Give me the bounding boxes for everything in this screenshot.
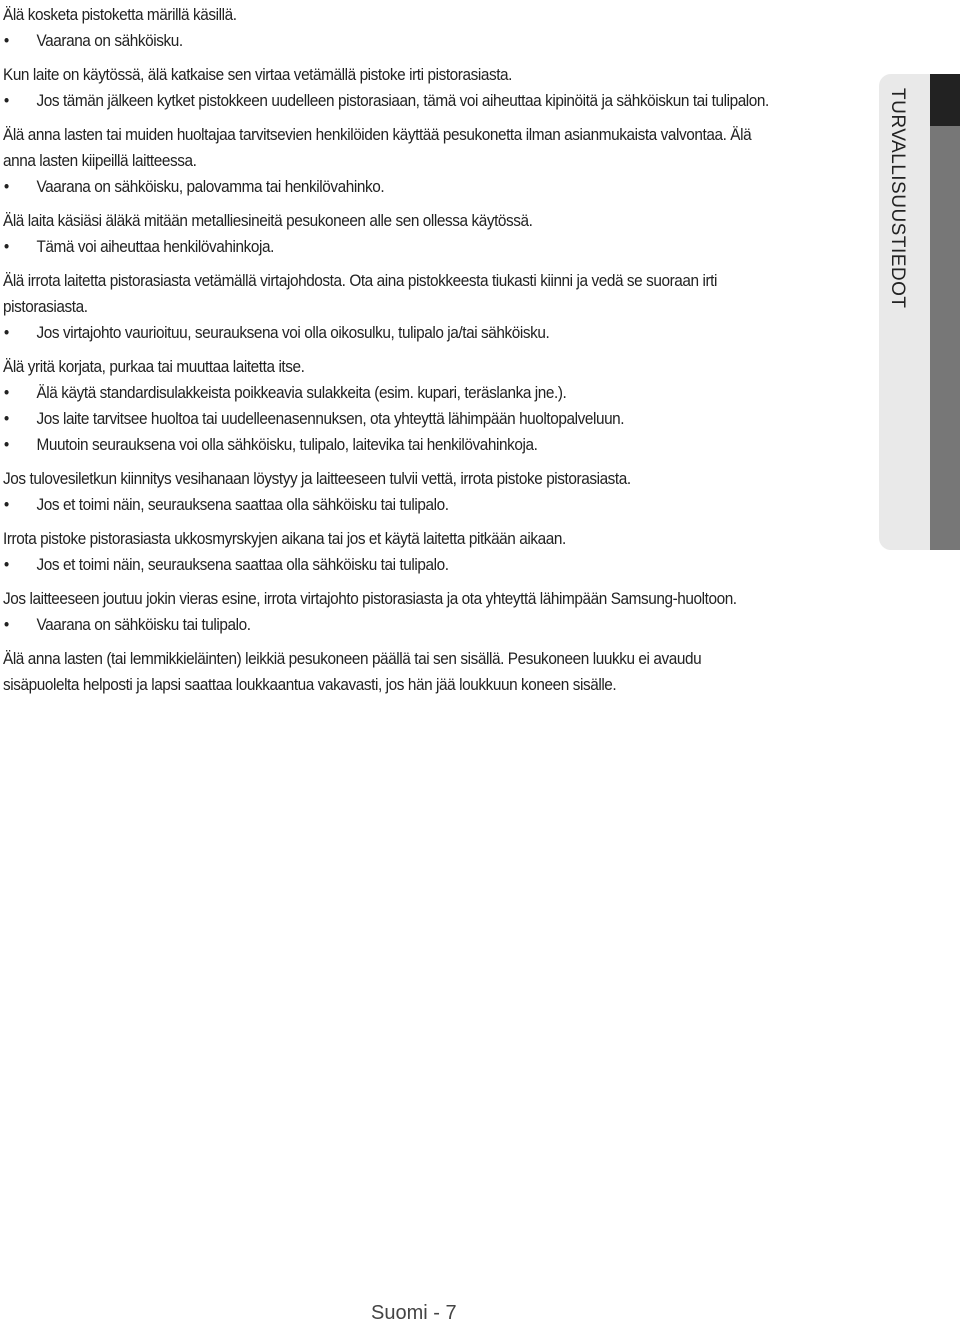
warning-text: Jos et toimi näin, seurauksena saattaa olla sähköisku tai tulipalo.	[36, 496, 449, 514]
warning-item	[3, 492, 775, 518]
instruction-section	[3, 62, 775, 114]
instruction-text: Älä anna lasten tai muiden huoltajaa tarvitsevien henkilöiden käyttää pesukonetta ilman asianmukaista valvontaa. Älä anna lasten kiipeillä laitteessa.	[3, 126, 752, 170]
section-side-tab	[879, 74, 960, 550]
instruction-section	[3, 208, 775, 260]
safety-instructions	[3, 2, 775, 706]
warning-list	[3, 234, 775, 260]
tab-marker-grey	[930, 126, 960, 550]
bullet-icon: •	[3, 32, 9, 50]
warning-text: Älä käytä standardisulakkeista poikkeavia sulakkeita (esim. kupari, teräslanka jne.).	[36, 384, 567, 402]
bullet-icon: •	[3, 324, 9, 342]
tab-marker-dark	[930, 74, 960, 126]
warning-list	[3, 174, 775, 200]
warning-list	[3, 28, 775, 54]
instruction-text: Kun laite on käytössä, älä katkaise sen virtaa vetämällä pistoke irti pistorasiasta.	[3, 66, 513, 84]
bullet-icon: •	[3, 410, 9, 428]
warning-item	[3, 320, 775, 346]
warning-list	[3, 612, 775, 638]
instruction-text: Älä yritä korjata, purkaa tai muuttaa laitetta itse.	[3, 358, 305, 376]
warning-text: Jos tämän jälkeen kytket pistokkeen uudelleen pistorasiaan, tämä voi aiheuttaa kipinöitä ja sähköiskun tai tulipalon.	[36, 92, 769, 110]
instruction-text: Jos tulovesiletkun kiinnitys vesihanaan löystyy ja laitteeseen tulvii vettä, irrota pistoke pistorasiasta.	[3, 470, 631, 488]
instruction-text: Älä laita käsiäsi äläkä mitään metalliesineitä pesukoneen alle sen ollessa käytössä.	[3, 212, 533, 230]
bullet-icon: •	[3, 384, 9, 402]
bullet-icon: •	[3, 92, 9, 110]
instruction-text: Jos laitteeseen joutuu jokin vieras esine, irrota virtajohto pistorasiasta ja ota yhteyttä lähimpään Samsung-huoltoon.	[3, 590, 737, 608]
instruction-text: Älä anna lasten (tai lemmikkieläinten) leikkiä pesukoneen päällä tai sen sisällä. Pesukoneen luukku ei avaudu sisäpuolelta helposti ja lapsi saattaa loukkaantua vakavasti, jos hän jää loukkuun koneen sisälle.	[3, 650, 702, 694]
instruction-section	[3, 646, 775, 698]
page-number: Suomi - 7	[371, 1302, 457, 1324]
warning-text: Jos et toimi näin, seurauksena saattaa olla sähköisku tai tulipalo.	[36, 556, 449, 574]
warning-item	[3, 612, 775, 638]
warning-item	[3, 234, 775, 260]
side-tab-label: TURVALLISUUSTIEDOT	[887, 88, 908, 309]
bullet-icon: •	[3, 238, 9, 256]
bullet-icon: •	[3, 556, 9, 574]
warning-text: Tämä voi aiheuttaa henkilövahinkoja.	[36, 238, 274, 256]
warning-list	[3, 492, 775, 518]
warning-text: Jos laite tarvitsee huoltoa tai uudelleenasennuksen, ota yhteyttä lähimpään huoltopalveluun.	[36, 410, 625, 428]
instruction-text: Älä irrota laitetta pistorasiasta vetämällä virtajohdosta. Ota aina pistokkeesta tiukasti kiinni ja vedä se suoraan irti pistorasiasta.	[3, 272, 718, 316]
instruction-section	[3, 354, 775, 458]
warning-list	[3, 320, 775, 346]
warning-item	[3, 28, 775, 54]
warning-text: Vaarana on sähköisku, palovamma tai henkilövahinko.	[36, 178, 385, 196]
warning-text: Jos virtajohto vaurioituu, seurauksena voi olla oikosulku, tulipalo ja/tai sähköisku.	[36, 324, 550, 342]
instruction-section	[3, 466, 775, 518]
warning-item	[3, 432, 775, 458]
warning-item	[3, 552, 775, 578]
bullet-icon: •	[3, 178, 9, 196]
instruction-section	[3, 122, 775, 200]
warning-text: Muutoin seurauksena voi olla sähköisku, tulipalo, laitevika tai henkilövahinkoja.	[36, 436, 538, 454]
instruction-section	[3, 526, 775, 578]
warning-list	[3, 88, 775, 114]
instruction-section	[3, 2, 775, 54]
warning-item	[3, 406, 775, 432]
bullet-icon: •	[3, 436, 9, 454]
instruction-text: Irrota pistoke pistorasiasta ukkosmyrskyjen aikana tai jos et käytä laitetta pitkään aikaan.	[3, 530, 566, 548]
warning-item	[3, 88, 775, 114]
warning-text: Vaarana on sähköisku.	[36, 32, 183, 50]
warning-list	[3, 380, 775, 458]
instruction-section	[3, 268, 775, 346]
instruction-text: Älä kosketa pistoketta märillä käsillä.	[3, 6, 237, 24]
bullet-icon: •	[3, 616, 9, 634]
warning-item	[3, 174, 775, 200]
warning-text: Vaarana on sähköisku tai tulipalo.	[36, 616, 251, 634]
warning-list	[3, 552, 775, 578]
warning-item	[3, 380, 775, 406]
instruction-section	[3, 586, 775, 638]
bullet-icon: •	[3, 496, 9, 514]
